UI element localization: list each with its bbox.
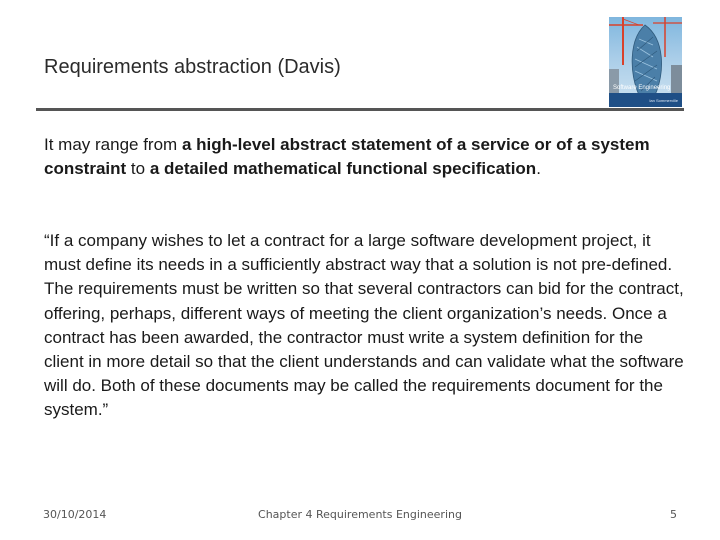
- paragraph-intro: It may range from: [44, 135, 182, 154]
- footer-date: 30/10/2014: [43, 508, 107, 521]
- book-cover-image: [609, 17, 682, 107]
- cover-title: Software Engineering: [613, 85, 671, 91]
- paragraph-abstraction-range: [44, 133, 686, 181]
- footer-page-number: 5: [670, 508, 677, 521]
- cover-author: Ian Sommerville: [649, 98, 678, 103]
- footer-chapter: Chapter 4 Requirements Engineering: [258, 508, 462, 521]
- paragraph-end: .: [536, 159, 541, 179]
- paragraph-connector: to: [126, 159, 150, 179]
- davis-quote: “If a company wishes to let a contract for a large software development project, it must define its needs in a sufficiently abstract way that a solution is not pre-defined. The requirements must be written so that several contractors can bid for the contract, offering, perhaps, different ways of meeting the client organization’s needs. Once a contract has been awarded, the contractor must write a system definition for the client in more detail so that the client understands and can validate what the software will do. Both of these documents may be called the requirements document for the system.”: [44, 231, 684, 420]
- title-underline: [36, 108, 684, 111]
- slide-title: Requirements abstraction (Davis): [44, 56, 341, 78]
- bold-detailed-specification: a detailed mathematical functional specification: [149, 159, 537, 179]
- bold-high-level-statement: a high-level abstract statement of a service or of a system constraint: [44, 135, 650, 179]
